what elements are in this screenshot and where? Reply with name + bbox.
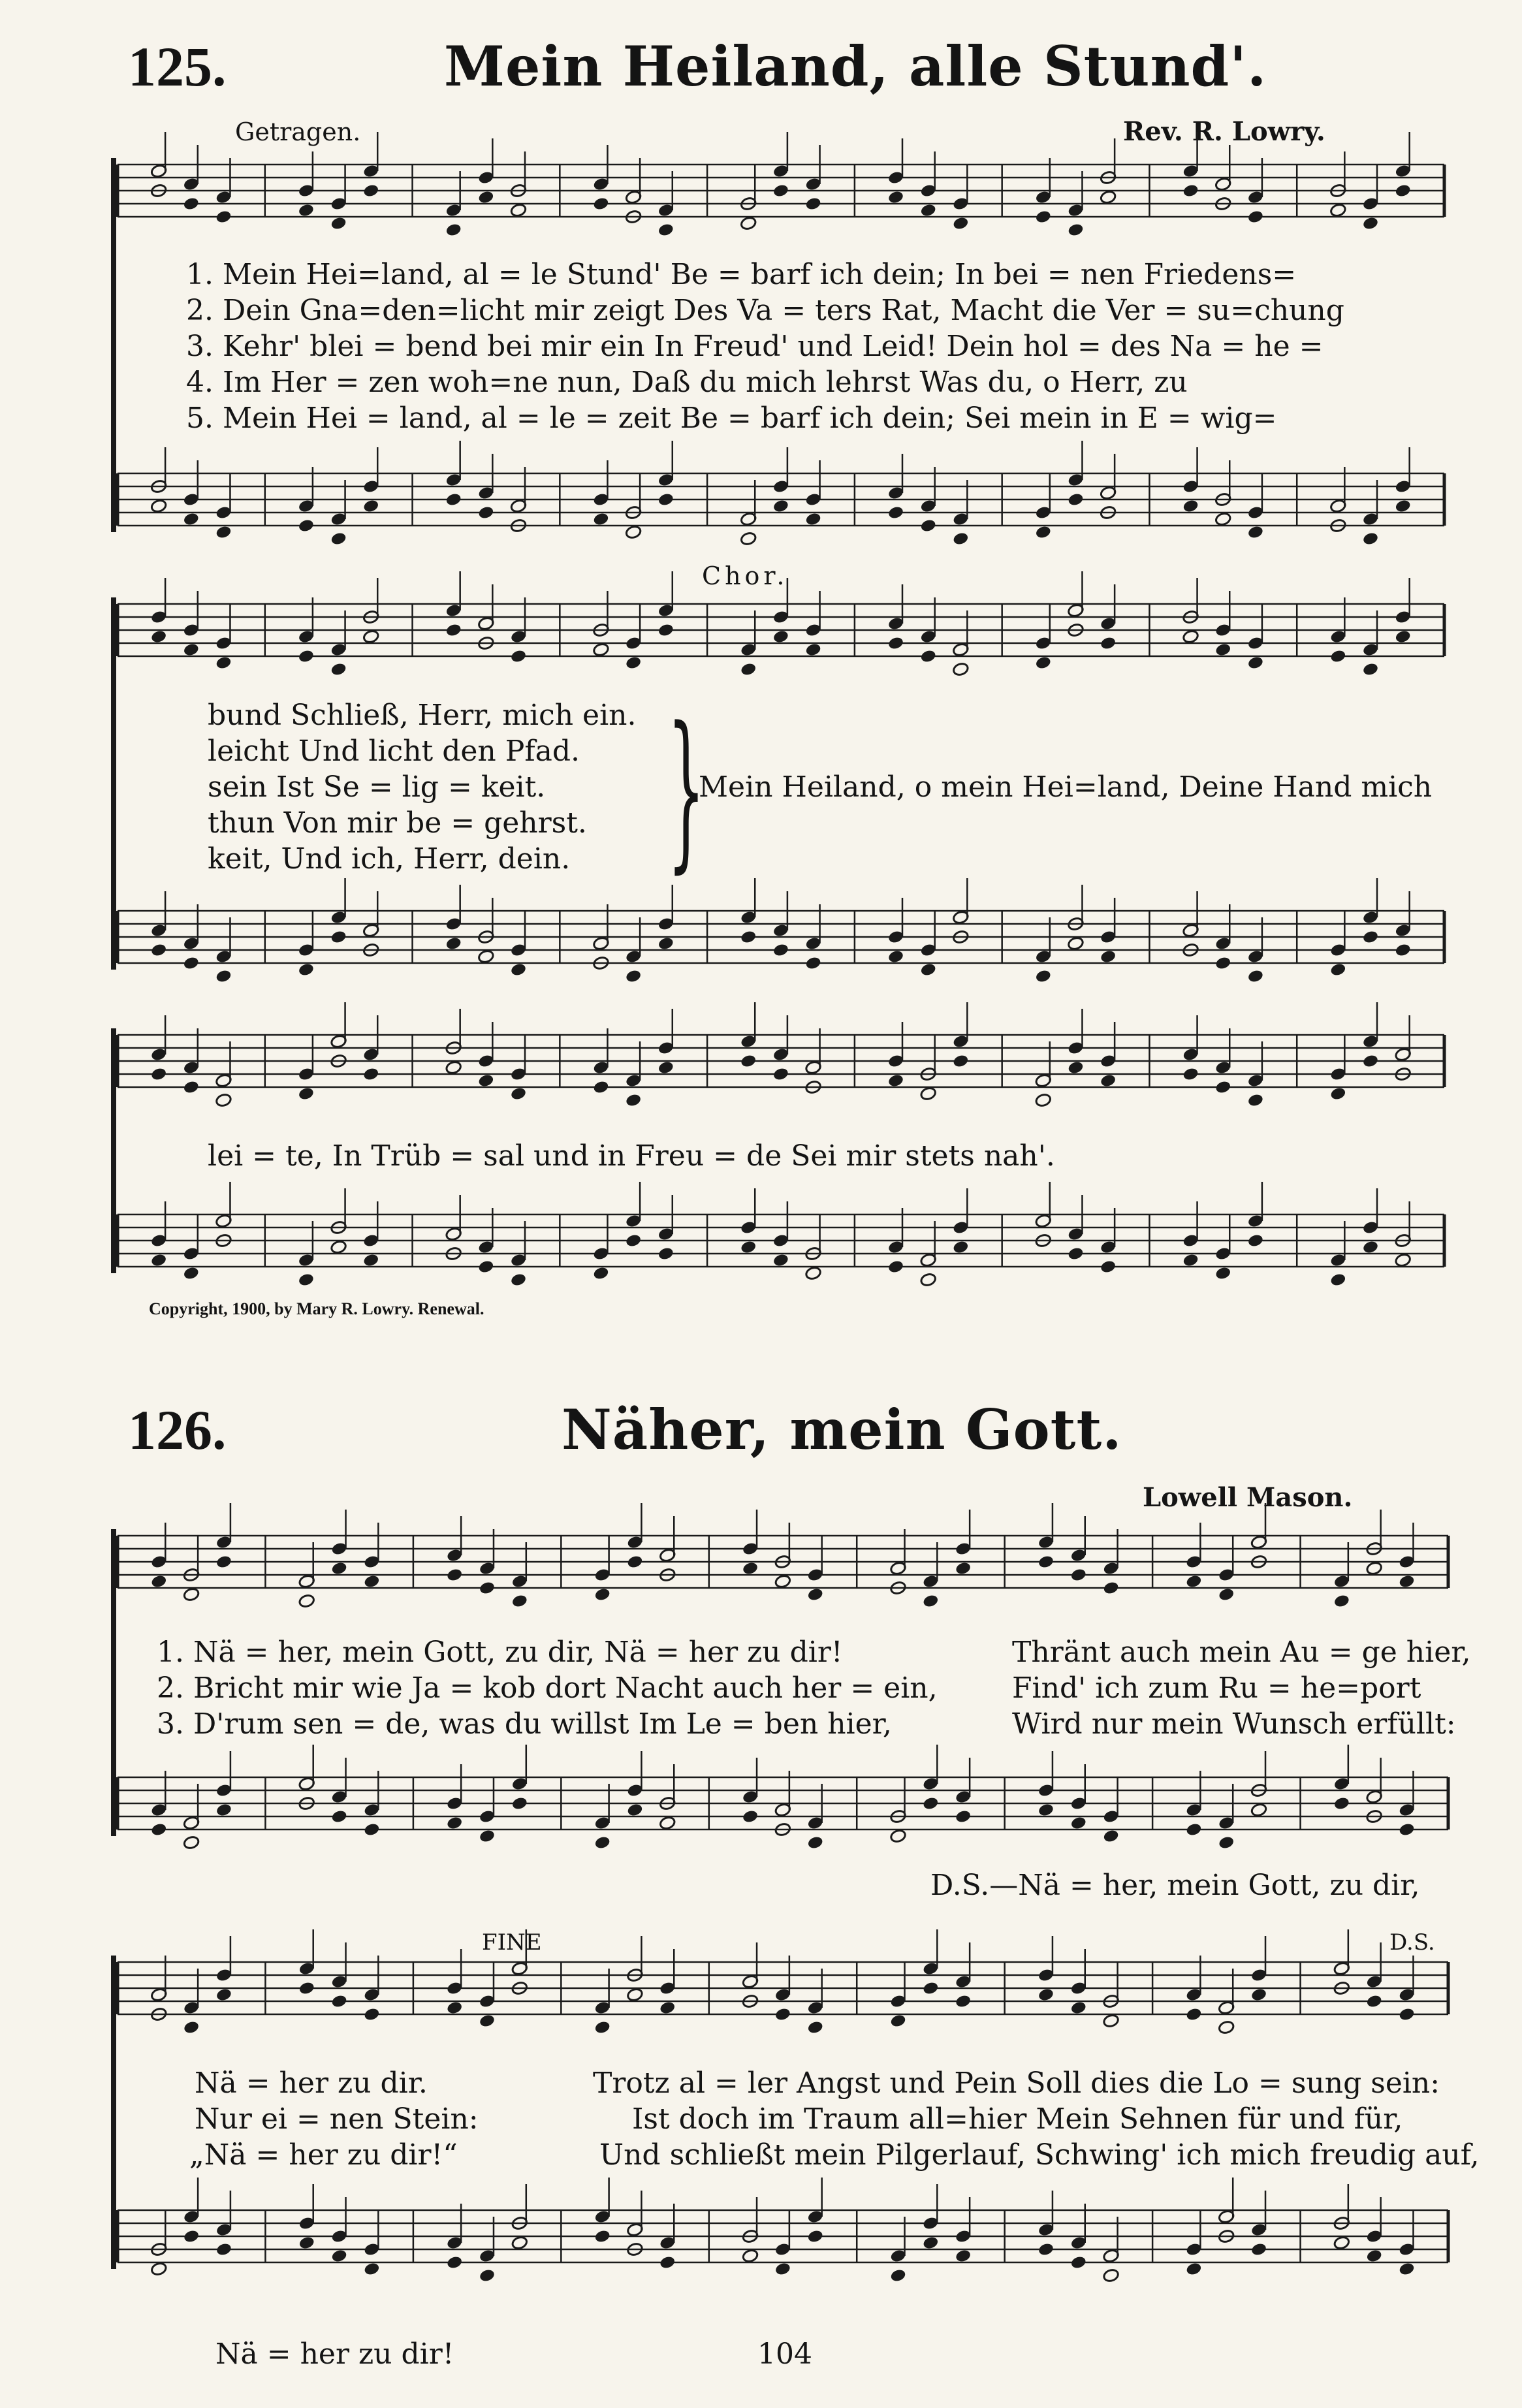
note-head bbox=[1182, 1067, 1199, 1082]
note-head bbox=[1185, 2007, 1202, 2022]
note-head bbox=[889, 1829, 906, 1844]
note-head bbox=[150, 1067, 167, 1082]
note-head bbox=[592, 1266, 609, 1281]
note-head bbox=[887, 505, 904, 520]
verse-ending: bund Schließ, Herr, mich ein. bbox=[208, 699, 637, 732]
note-head bbox=[479, 1581, 496, 1596]
note-head bbox=[510, 203, 527, 218]
note-head bbox=[1362, 1240, 1379, 1255]
note-head bbox=[658, 223, 674, 238]
note-head bbox=[594, 2020, 611, 2035]
note-head bbox=[1395, 943, 1412, 958]
note-head bbox=[1214, 956, 1231, 971]
note-head bbox=[804, 512, 821, 527]
note-head bbox=[1103, 1829, 1120, 1844]
note-head bbox=[1103, 2014, 1120, 2029]
note-head bbox=[1070, 2001, 1087, 2016]
note-head bbox=[1214, 1080, 1231, 1095]
note-head bbox=[330, 662, 347, 677]
note-head bbox=[625, 1233, 642, 1248]
note-head bbox=[362, 499, 379, 514]
note-head bbox=[150, 629, 167, 644]
tempo-marking: Getragen. bbox=[235, 118, 361, 146]
note-head bbox=[740, 1240, 757, 1255]
note-head bbox=[150, 943, 167, 958]
note-head bbox=[150, 1253, 167, 1268]
verse-line-right: Ist doch im Traum all=hier Mein Sehnen für und für, bbox=[632, 2102, 1403, 2136]
note-head bbox=[1250, 2242, 1267, 2257]
note-head bbox=[1333, 1796, 1350, 1811]
hymn-number: 125. bbox=[128, 35, 227, 98]
note-head bbox=[922, 1981, 939, 1996]
verse-line: 1. Nä = her, mein Gott, zu dir, Nä = her zu dir! bbox=[157, 1636, 843, 1669]
fine-label: FINE bbox=[482, 1929, 542, 1956]
note-head bbox=[362, 1253, 379, 1268]
note-head bbox=[887, 1259, 904, 1275]
note-head bbox=[510, 1086, 527, 1101]
chorus-label: Chor. bbox=[702, 562, 789, 590]
note-head bbox=[1250, 1803, 1267, 1818]
note-head bbox=[592, 1080, 609, 1095]
note-head bbox=[1250, 1988, 1267, 2003]
note-head bbox=[740, 531, 757, 547]
verse-line: Nur ei = nen Stein: bbox=[195, 2102, 479, 2136]
note-head bbox=[804, 956, 821, 971]
note-head bbox=[479, 1829, 496, 1844]
note-head bbox=[625, 1093, 642, 1108]
note-head bbox=[445, 223, 462, 238]
note-head bbox=[1038, 2242, 1054, 2257]
note-head bbox=[215, 1803, 232, 1818]
note-head bbox=[1247, 525, 1264, 540]
note-head bbox=[1366, 1994, 1383, 2009]
note-head bbox=[1182, 499, 1199, 514]
note-head bbox=[1362, 662, 1379, 677]
note-head bbox=[183, 1080, 200, 1095]
note-head bbox=[742, 1809, 759, 1824]
note-head bbox=[215, 210, 232, 225]
note-head bbox=[183, 956, 200, 971]
note-head bbox=[1182, 183, 1199, 198]
note-head bbox=[658, 623, 674, 638]
note-head bbox=[1103, 2268, 1120, 2283]
note-head bbox=[150, 1822, 167, 1837]
note-head bbox=[594, 1835, 611, 1850]
note-head bbox=[215, 656, 232, 671]
note-head bbox=[1362, 930, 1379, 945]
note-head bbox=[659, 1816, 676, 1831]
note-head bbox=[363, 2007, 380, 2022]
verse-line: 3. Kehr' blei = bend bei mir ein In Freud' und Leid! Dein hol = des Na = he = bbox=[186, 330, 1324, 363]
verse-line-right: Wird nur mein Wunsch erfüllt: bbox=[1012, 1707, 1456, 1741]
note-head bbox=[1395, 183, 1412, 198]
note-head bbox=[772, 499, 789, 514]
note-head bbox=[920, 203, 937, 218]
note-head bbox=[1185, 1574, 1202, 1589]
note-head bbox=[298, 1981, 315, 1996]
note-head bbox=[772, 1253, 789, 1268]
note-head bbox=[889, 2268, 906, 2283]
note-head bbox=[1247, 1093, 1264, 1108]
note-head bbox=[511, 1796, 528, 1811]
note-head bbox=[215, 525, 232, 540]
note-head bbox=[363, 1574, 380, 1589]
note-head bbox=[1218, 1587, 1235, 1602]
note-head bbox=[742, 2249, 759, 2264]
ds-line: D.S.—Nä = her, mein Gott, zu dir, bbox=[930, 1869, 1420, 1902]
page-number: 104 bbox=[757, 2337, 812, 2371]
note-head bbox=[150, 1574, 167, 1589]
note-head bbox=[772, 943, 789, 958]
note-head bbox=[477, 190, 494, 205]
note-head bbox=[804, 197, 821, 212]
bottom-lyric: Nä = her zu dir! bbox=[215, 2337, 454, 2371]
verse-line-right: Thränt auch mein Au = ge hier, bbox=[1012, 1636, 1471, 1669]
note-head bbox=[1329, 1086, 1346, 1101]
note-head bbox=[740, 1054, 757, 1069]
note-head bbox=[330, 1240, 347, 1255]
note-head bbox=[363, 1822, 380, 1837]
note-head bbox=[510, 962, 527, 977]
note-head bbox=[1100, 949, 1117, 964]
note-head bbox=[887, 1073, 904, 1088]
note-head bbox=[1395, 629, 1412, 644]
note-head bbox=[1182, 629, 1199, 644]
note-head bbox=[1035, 525, 1052, 540]
note-head bbox=[298, 1273, 315, 1288]
note-head bbox=[922, 1594, 939, 1609]
note-head bbox=[1247, 210, 1264, 225]
note-head bbox=[952, 1240, 969, 1255]
note-head bbox=[1100, 636, 1117, 651]
note-head bbox=[1038, 1555, 1054, 1570]
note-head bbox=[1398, 2262, 1415, 2277]
note-head bbox=[511, 1594, 528, 1609]
note-head bbox=[920, 518, 937, 533]
note-head bbox=[1214, 512, 1231, 527]
note-head bbox=[1100, 1073, 1117, 1088]
note-head bbox=[477, 1259, 494, 1275]
note-head bbox=[1366, 1561, 1383, 1576]
note-head bbox=[1067, 223, 1084, 238]
note-head bbox=[477, 1073, 494, 1088]
verse-line-right: Und schließt mein Pilgerlauf, Schwing' ich mich freudig auf, bbox=[599, 2138, 1480, 2172]
note-head bbox=[330, 1561, 347, 1576]
note-head bbox=[659, 2255, 676, 2270]
ds-label: D.S. bbox=[1389, 1929, 1435, 1956]
note-head bbox=[955, 2249, 972, 2264]
hymn-title: Näher, mein Gott. bbox=[562, 1397, 1122, 1462]
note-head bbox=[477, 505, 494, 520]
note-head bbox=[658, 1060, 674, 1075]
note-head bbox=[362, 1067, 379, 1082]
note-head bbox=[183, 197, 200, 212]
verse-ending: leicht Und licht den Pfad. bbox=[208, 735, 580, 768]
verse-line: 5. Mein Hei = land, al = le = zeit Be = barf ich dein; Sei mein in E = wig= bbox=[186, 402, 1277, 435]
note-head bbox=[804, 1266, 821, 1281]
note-head bbox=[807, 2020, 824, 2035]
note-head bbox=[215, 2242, 232, 2257]
note-head bbox=[445, 1060, 462, 1075]
note-head bbox=[298, 518, 315, 533]
note-head bbox=[1103, 1581, 1120, 1596]
note-head bbox=[774, 2262, 791, 2277]
chorus-line: lei = te, In Trüb = sal und in Freu = de Sei mir stets nah'. bbox=[208, 1139, 1055, 1173]
note-head bbox=[1035, 969, 1052, 984]
note-head bbox=[1035, 210, 1052, 225]
note-head bbox=[1333, 2236, 1350, 2251]
note-head bbox=[952, 1054, 969, 1069]
verse-line: „Nä = her zu dir!“ bbox=[189, 2138, 458, 2172]
note-head bbox=[920, 1086, 937, 1101]
note-head bbox=[1100, 1259, 1117, 1275]
note-head bbox=[1067, 1060, 1084, 1075]
note-head bbox=[183, 642, 200, 657]
note-head bbox=[1182, 1253, 1199, 1268]
note-head bbox=[807, 1587, 824, 1602]
note-head bbox=[445, 492, 462, 507]
note-head bbox=[774, 1574, 791, 1589]
verse-line-right: Find' ich zum Ru = he=port bbox=[1012, 1671, 1421, 1705]
note-head bbox=[1333, 1594, 1350, 1609]
note-head bbox=[362, 183, 379, 198]
note-head bbox=[1362, 1054, 1379, 1069]
note-head bbox=[298, 649, 315, 664]
note-head bbox=[740, 662, 757, 677]
note-head bbox=[183, 2020, 200, 2035]
note-head bbox=[955, 1809, 972, 1824]
note-head bbox=[445, 936, 462, 951]
note-head bbox=[1247, 656, 1264, 671]
note-head bbox=[774, 2007, 791, 2022]
note-head bbox=[658, 936, 674, 951]
note-head bbox=[1247, 1233, 1264, 1248]
verse-ending: keit, Und ich, Herr, dein. bbox=[208, 842, 571, 876]
note-head bbox=[330, 1809, 347, 1824]
note-head bbox=[330, 930, 347, 945]
note-head bbox=[1070, 1816, 1087, 1831]
note-head bbox=[1329, 962, 1346, 977]
composer-credit: Lowell Mason. bbox=[1143, 1482, 1353, 1513]
note-head bbox=[625, 969, 642, 984]
note-head bbox=[952, 531, 969, 547]
note-head bbox=[511, 2236, 528, 2251]
note-head bbox=[298, 2236, 315, 2251]
note-head bbox=[215, 1093, 232, 1108]
note-head bbox=[887, 949, 904, 964]
note-head bbox=[1185, 2262, 1202, 2277]
composer-credit: Rev. R. Lowry. bbox=[1123, 116, 1325, 147]
note-head bbox=[772, 629, 789, 644]
note-head bbox=[592, 197, 609, 212]
note-head bbox=[183, 1266, 200, 1281]
note-head bbox=[625, 525, 642, 540]
copyright-notice: Copyright, 1900, by Mary R. Lowry. Renewal. bbox=[149, 1299, 484, 1318]
note-head bbox=[510, 649, 527, 664]
verse-ending: sein Ist Se = lig = keit. bbox=[208, 770, 546, 804]
note-head bbox=[625, 656, 642, 671]
note-head bbox=[889, 2014, 906, 2029]
hymn-number: 126. bbox=[128, 1399, 227, 1461]
note-head bbox=[1329, 203, 1346, 218]
note-head bbox=[1366, 2249, 1383, 2264]
note-head bbox=[215, 1988, 232, 2003]
verse-line: 4. Im Her = zen woh=ne nun, Daß du mich lehrst Was du, o Herr, zu bbox=[186, 366, 1188, 399]
note-head bbox=[1214, 642, 1231, 657]
note-head bbox=[887, 190, 904, 205]
note-head bbox=[446, 1568, 463, 1583]
note-head bbox=[1329, 1273, 1346, 1288]
note-head bbox=[363, 2262, 380, 2277]
note-head bbox=[446, 2001, 463, 2016]
note-head bbox=[952, 216, 969, 231]
note-head bbox=[1395, 499, 1412, 514]
verse-line: 2. Dein Gna=den=licht mir zeigt Des Va = ters Rat, Macht die Ver = su=chung bbox=[186, 294, 1344, 327]
note-head bbox=[772, 183, 789, 198]
note-head bbox=[1070, 2255, 1087, 2270]
note-head bbox=[920, 1273, 937, 1288]
note-head bbox=[298, 1594, 315, 1609]
note-head bbox=[740, 216, 757, 231]
note-head bbox=[1362, 531, 1379, 547]
note-head bbox=[659, 2001, 676, 2016]
note-head bbox=[330, 1994, 347, 2009]
note-head bbox=[1185, 1822, 1202, 1837]
note-head bbox=[952, 662, 969, 677]
note-head bbox=[592, 642, 609, 657]
note-head bbox=[479, 2014, 496, 2029]
note-head bbox=[804, 642, 821, 657]
note-head bbox=[1070, 1568, 1087, 1583]
verse-line: 3. D'rum sen = de, was du willst Im Le = ben hier, bbox=[157, 1707, 892, 1741]
note-head bbox=[1067, 936, 1084, 951]
note-head bbox=[887, 636, 904, 651]
note-head bbox=[445, 623, 462, 638]
note-head bbox=[477, 949, 494, 964]
note-head bbox=[1395, 1253, 1412, 1268]
note-head bbox=[807, 1835, 824, 1850]
note-head bbox=[1329, 649, 1346, 664]
note-head bbox=[479, 2268, 496, 2283]
note-head bbox=[920, 649, 937, 664]
note-head bbox=[807, 2229, 824, 2244]
note-head bbox=[183, 2229, 200, 2244]
note-head bbox=[594, 1587, 611, 1602]
note-head bbox=[920, 962, 937, 977]
note-head bbox=[955, 1994, 972, 2009]
note-head bbox=[1100, 190, 1117, 205]
note-head bbox=[1398, 1822, 1415, 1837]
note-head bbox=[215, 1555, 232, 1570]
note-head bbox=[298, 962, 315, 977]
note-head bbox=[742, 1561, 759, 1576]
note-head bbox=[446, 1816, 463, 1831]
verse-ending: thun Von mir be = gehrst. bbox=[208, 806, 587, 840]
note-head bbox=[446, 2255, 463, 2270]
note-head bbox=[330, 2249, 347, 2264]
note-head bbox=[330, 531, 347, 547]
note-head bbox=[1035, 656, 1052, 671]
note-head bbox=[150, 2262, 167, 2277]
note-head bbox=[1398, 2007, 1415, 2022]
chorus-line: Mein Heiland, o mein Hei=land, Deine Hand mich bbox=[699, 770, 1433, 804]
note-head bbox=[594, 2229, 611, 2244]
note-head bbox=[362, 629, 379, 644]
note-head bbox=[1035, 1093, 1052, 1108]
note-head bbox=[215, 969, 232, 984]
note-head bbox=[1398, 1574, 1415, 1589]
note-head bbox=[922, 2236, 939, 2251]
verse-line: 2. Bricht mir wie Ja = kob dort Nacht auch her = ein, bbox=[157, 1671, 938, 1705]
note-head bbox=[330, 216, 347, 231]
note-head bbox=[1218, 2020, 1235, 2035]
verse-line: 1. Mein Hei=land, al = le Stund' Be = barf ich dein; In bei = nen Friedens= bbox=[186, 258, 1297, 291]
note-head bbox=[1247, 969, 1264, 984]
note-head bbox=[626, 1555, 643, 1570]
verse-brace: } bbox=[667, 691, 705, 889]
note-head bbox=[1218, 1835, 1235, 1850]
note-head bbox=[298, 1086, 315, 1101]
note-head bbox=[183, 1835, 200, 1850]
note-head bbox=[922, 1796, 939, 1811]
note-head bbox=[298, 203, 315, 218]
note-head bbox=[1038, 1803, 1054, 1818]
note-head bbox=[150, 499, 167, 514]
note-head bbox=[1067, 1246, 1084, 1261]
note-head bbox=[658, 1246, 674, 1261]
note-head bbox=[183, 1587, 200, 1602]
note-head bbox=[592, 512, 609, 527]
verse-line-right: Trotz al = ler Angst und Pein Soll dies die Lo = sung sein: bbox=[593, 2067, 1440, 2100]
note-head bbox=[740, 930, 757, 945]
note-head bbox=[510, 1273, 527, 1288]
note-head bbox=[772, 1067, 789, 1082]
verse-line: Nä = her zu dir. bbox=[195, 2067, 428, 2100]
note-head bbox=[1067, 492, 1084, 507]
note-head bbox=[1214, 1266, 1231, 1281]
note-head bbox=[1038, 1988, 1054, 2003]
note-head bbox=[955, 1561, 972, 1576]
note-head bbox=[626, 1988, 643, 2003]
note-head bbox=[183, 512, 200, 527]
note-head bbox=[626, 1803, 643, 1818]
note-head bbox=[1362, 216, 1379, 231]
hymn-title: Mein Heiland, alle Stund'. bbox=[444, 34, 1267, 99]
note-head bbox=[658, 492, 674, 507]
